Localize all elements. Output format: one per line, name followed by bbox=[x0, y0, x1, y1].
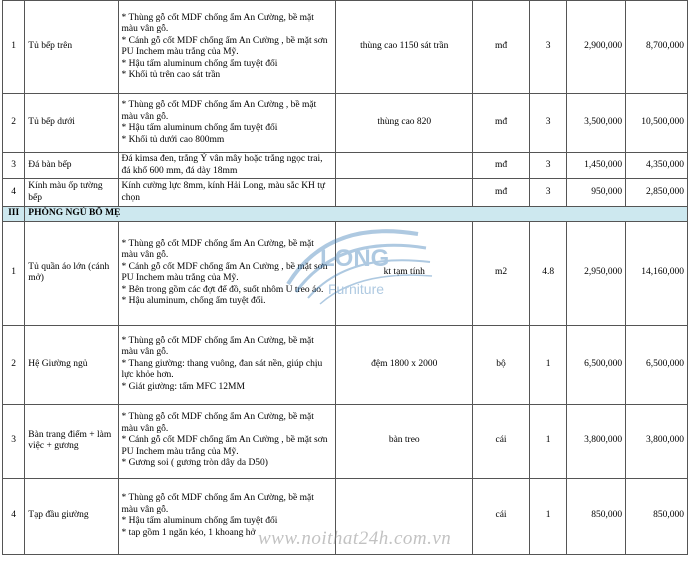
description-line: * Bên trong gồm các đợt để đồ, suốt nhôm U treo áo. bbox=[121, 284, 324, 295]
item-description bbox=[118, 404, 336, 478]
description-line: * Gương soi ( gương tròn dây da D50) bbox=[121, 458, 268, 469]
item-unit: mđ bbox=[473, 94, 530, 153]
description-line: * Thùng gỗ cốt MDF chống ẩm An Cường, bề mặt màu vân gỗ. bbox=[121, 335, 314, 358]
item-total: 2,850,000 bbox=[626, 179, 688, 207]
quotation-table bbox=[2, 0, 688, 555]
row-number: 1 bbox=[3, 221, 25, 325]
description-line: * Thùng gỗ cốt MDF chống ẩm An Cường, bề mặt màu vân gỗ. bbox=[121, 412, 314, 434]
row-number: 2 bbox=[3, 325, 25, 404]
description-line: * Hậu aluminum, chống ẩm tuyệt đối. bbox=[121, 296, 266, 306]
description-line: Kính cường lực 8mm, kính Hải Long, màu sắc KH tự chọn bbox=[121, 181, 326, 203]
description-line: * Khối tủ dưới cao 800mm bbox=[121, 134, 225, 145]
item-unit-price: 850,000 bbox=[567, 478, 626, 554]
table-row bbox=[3, 94, 688, 153]
table-row bbox=[3, 404, 688, 478]
item-total: 14,160,000 bbox=[626, 221, 688, 325]
table-row bbox=[3, 325, 688, 404]
item-size bbox=[336, 179, 473, 207]
item-unit-price: 950,000 bbox=[567, 179, 626, 207]
description-line: * Hậu tấm aluminum chống ẩm tuyệt đối bbox=[121, 58, 278, 69]
item-description bbox=[118, 478, 336, 554]
item-size: thùng cao 820 bbox=[336, 94, 473, 153]
section-title: PHÒNG NGỦ BỐ MẸ bbox=[25, 207, 688, 222]
item-unit-price: 3,800,000 bbox=[567, 404, 626, 478]
item-size: bàn treo bbox=[336, 404, 473, 478]
row-number: 1 bbox=[3, 1, 25, 94]
item-unit: cái bbox=[473, 478, 530, 554]
svg-text:LONG: LONG bbox=[320, 245, 390, 272]
item-unit: mđ bbox=[473, 1, 530, 94]
description-line: * Thùng gỗ cốt MDF chống ẩm An Cường , bề mặt màu vân gỗ. bbox=[121, 100, 317, 122]
item-name: Tủ quần áo lớn (cánh mở) bbox=[25, 221, 118, 325]
table-row bbox=[3, 221, 688, 325]
row-number: 4 bbox=[3, 179, 25, 207]
item-unit-price: 3,500,000 bbox=[567, 94, 626, 153]
item-quantity: 1 bbox=[529, 404, 566, 478]
item-description bbox=[118, 153, 336, 179]
item-quantity: 3 bbox=[529, 179, 566, 207]
item-name: Tạp đầu giường bbox=[25, 478, 118, 554]
item-unit: bộ bbox=[473, 325, 530, 404]
item-size bbox=[336, 153, 473, 179]
item-total: 3,800,000 bbox=[626, 404, 688, 478]
item-description bbox=[118, 179, 336, 207]
item-quantity: 4.8 bbox=[529, 221, 566, 325]
item-description bbox=[118, 1, 336, 94]
row-number: 4 bbox=[3, 478, 25, 554]
description-line: * Hậu tấm aluminum chống ẩm tuyệt đối bbox=[121, 123, 278, 133]
description-line: * Thùng gỗ cốt MDF chống ẩm An Cường, bề mặt màu vân gỗ. bbox=[121, 238, 314, 260]
item-unit-price: 2,900,000 bbox=[567, 1, 626, 94]
item-total: 8,700,000 bbox=[626, 1, 688, 94]
item-total: 4,350,000 bbox=[626, 153, 688, 179]
table-row bbox=[3, 1, 688, 94]
section-number: III bbox=[3, 207, 25, 222]
item-unit: mđ bbox=[473, 153, 530, 179]
item-description bbox=[118, 94, 336, 153]
item-size bbox=[336, 478, 473, 554]
item-total: 6,500,000 bbox=[626, 325, 688, 404]
item-size: kt tạm tính bbox=[336, 221, 473, 325]
item-name: Kính màu ốp tường bếp bbox=[25, 179, 118, 207]
item-quantity: 3 bbox=[529, 153, 566, 179]
item-description bbox=[118, 221, 336, 325]
description-line: * Cánh gỗ cốt MDF chống ẩm An Cường , bề mặt sơn PU Inchem màu trắng của Mỹ. bbox=[121, 435, 328, 457]
description-line: * Thùng gỗ cốt MDF chống ẩm An Cường, bề mặt màu vân gỗ. bbox=[121, 493, 314, 515]
description-line: * Thùng gỗ cốt MDF chống ẩm An Cường, bề mặt màu vân gỗ. bbox=[121, 12, 314, 34]
item-name: Bàn trang điểm + làm việc + gương bbox=[25, 404, 118, 478]
row-number: 3 bbox=[3, 404, 25, 478]
item-name: Tủ bếp trên bbox=[25, 1, 118, 94]
item-unit-price: 2,950,000 bbox=[567, 221, 626, 325]
item-total: 850,000 bbox=[626, 478, 688, 554]
item-name: Hệ Giường ngủ bbox=[25, 325, 118, 404]
description-line: * tap gồm 1 ngăn kéo, 1 khoang hở bbox=[121, 527, 256, 538]
table-row bbox=[3, 179, 688, 207]
item-unit-price: 6,500,000 bbox=[567, 325, 626, 404]
description-line: * Giát giường: tấm MFC 12MM bbox=[121, 381, 245, 392]
website-watermark: www.noithat24h.com.vn bbox=[258, 528, 452, 549]
description-line: * Hậu tấm aluminum chống ẩm tuyệt đối bbox=[121, 516, 278, 526]
description-line: Đá kimsa đen, trắng Ý vân mây hoặc trắng ngọc trai, đá khổ 600 mm, đá dày 18mm bbox=[121, 154, 323, 176]
item-unit: m2 bbox=[473, 221, 530, 325]
item-description bbox=[118, 325, 336, 404]
table-row bbox=[3, 478, 688, 554]
table-row bbox=[3, 153, 688, 179]
description-line: * Thang giường: thang vuông, đan sát nền, giúp chịu lực khỏe hơn. bbox=[121, 358, 323, 381]
item-quantity: 1 bbox=[529, 478, 566, 554]
description-line: * Cánh gỗ cốt MDF chống ẩm An Cường , bề mặt sơn PU Inchem màu trắng của Mỹ. bbox=[121, 261, 328, 283]
item-size: thùng cao 1150 sát trần bbox=[336, 1, 473, 94]
section-header-row bbox=[3, 207, 688, 222]
item-quantity: 3 bbox=[529, 1, 566, 94]
item-name: Đá bàn bếp bbox=[25, 153, 118, 179]
description-line: * Cánh gỗ cốt MDF chống ẩm An Cường , bề mặt sơn PU Inchem màu trắng của Mỹ. bbox=[121, 35, 328, 57]
item-total: 10,500,000 bbox=[626, 94, 688, 153]
row-number: 3 bbox=[3, 153, 25, 179]
item-unit-price: 1,450,000 bbox=[567, 153, 626, 179]
item-quantity: 1 bbox=[529, 325, 566, 404]
item-name: Tủ bếp dưới bbox=[25, 94, 118, 153]
item-quantity: 3 bbox=[529, 94, 566, 153]
item-unit: cái bbox=[473, 404, 530, 478]
description-line: * Khối tủ trên cao sát trần bbox=[121, 70, 221, 80]
item-unit: mđ bbox=[473, 179, 530, 207]
item-size: đệm 1800 x 2000 bbox=[336, 325, 473, 404]
svg-text:Furniture: Furniture bbox=[328, 281, 385, 297]
row-number: 2 bbox=[3, 94, 25, 153]
